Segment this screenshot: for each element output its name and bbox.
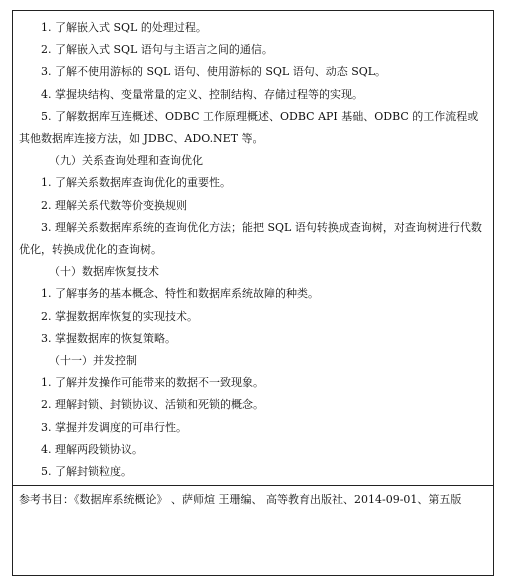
list-item: 4. 掌握块结构、变量常量的定义、控制结构、存储过程等的实现。 [41,87,363,101]
list-item: 5. 了解封锁粒度。 [41,465,132,479]
list-item: 2. 了解嵌入式 SQL 语句与主语言之间的通信。 [41,43,273,57]
list-item: 1. 了解嵌入式 SQL 的处理过程。 [41,21,207,34]
section-heading: （十一）并发控制 [49,354,137,368]
list-item: 1. 了解关系数据库查询优化的重要性。 [41,176,231,190]
list-item: 2. 理解关系代数等价变换规则 [41,198,187,212]
list-item: 1. 了解并发操作可能带来的数据不一致现象。 [41,376,264,390]
section-heading: （九）关系查询处理和查询优化 [49,154,203,168]
list-item: 1. 了解事务的基本概念、特性和数据库系统故障的种类。 [41,287,319,301]
list-item: 3. 掌握并发调度的可串行性。 [41,420,187,434]
references-cell [13,486,493,509]
list-item: 4. 理解两段锁协议。 [41,442,143,456]
syllabus-table [12,10,494,576]
list-item: 3. 掌握数据库的恢复策略。 [41,331,176,345]
list-item: 2. 掌握数据库恢复的实现技术。 [41,309,198,323]
section-heading: （十）数据库恢复技术 [49,265,159,279]
list-item: 2. 理解封锁、封锁协议、活锁和死锁的概念。 [41,398,264,412]
list-item: 3. 了解不使用游标的 SQL 语句、使用游标的 SQL 语句、动态 SQL。 [41,65,387,79]
list-item: 5. 了解数据库互连概述、ODBC 工作原理概述、ODBC API 基础、ODBC 的工作流程或其他数据库连接方法，如 JDBC、ADO.NET 等。 [19,109,479,146]
content-cell [13,11,493,485]
references-text: 参考书目：《数据库系统概论》 、萨师煊 王珊编、 高等教育出版社、2014-09-01、第五版 [19,493,462,506]
list-item: 3. 理解关系数据库系统的查询优化方法；能把 SQL 语句转换成查询树，对查询树进行代数优化，转换成优化的查询树。 [19,220,482,257]
